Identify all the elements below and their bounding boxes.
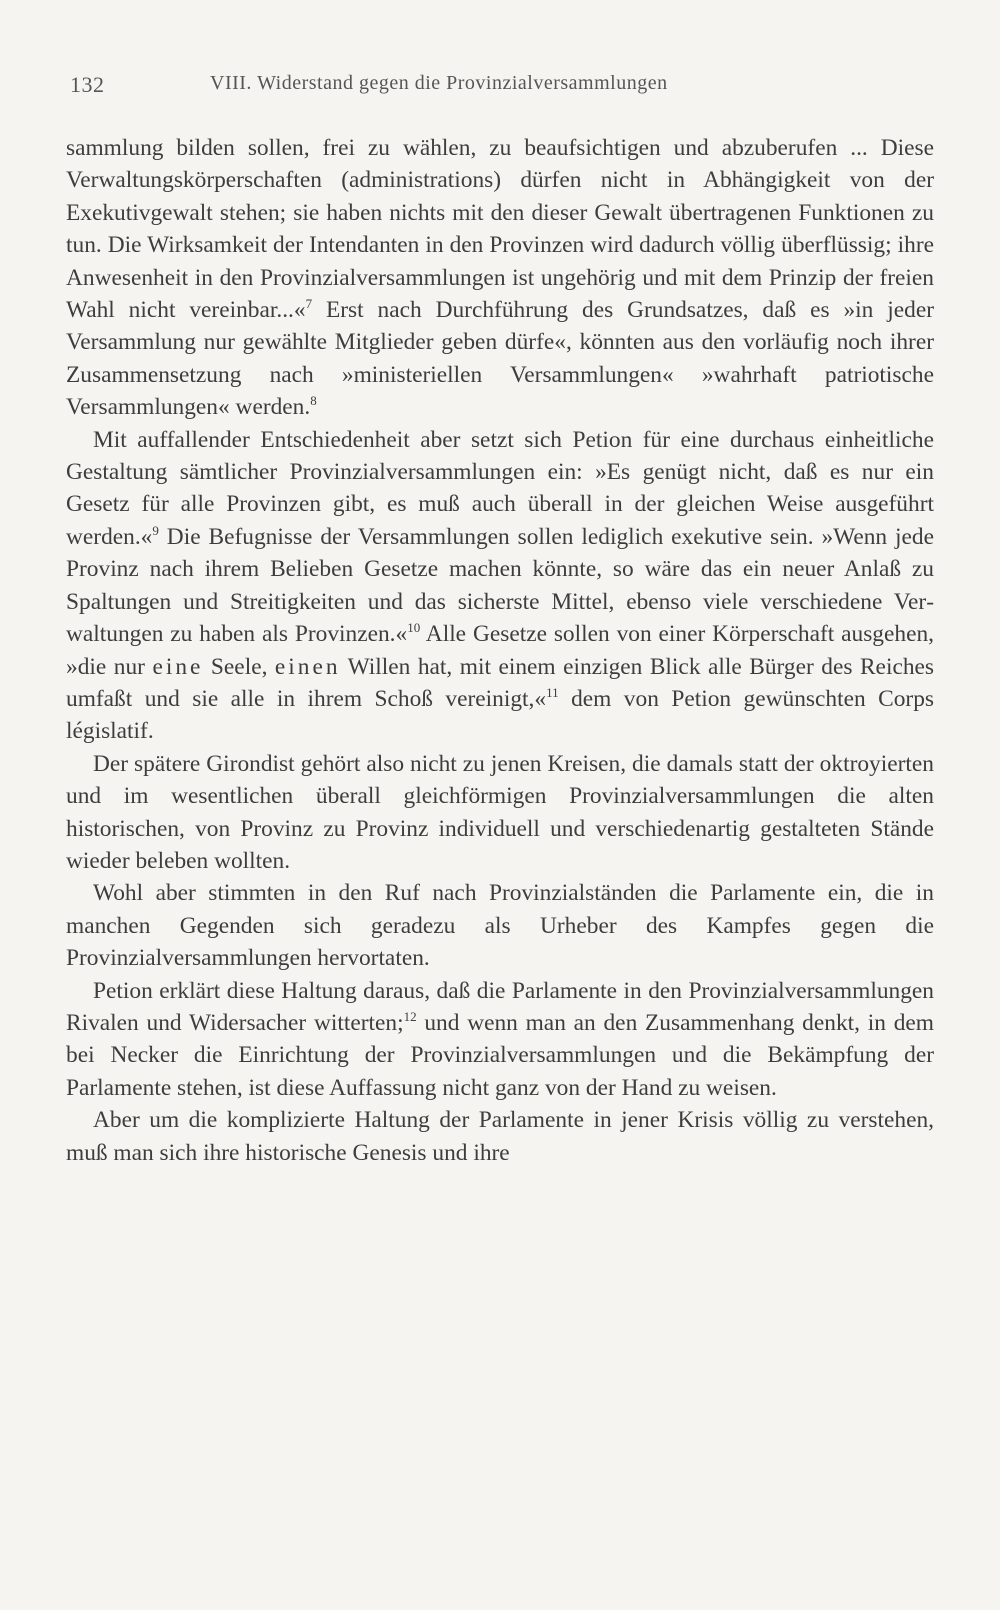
text-run: Die Befugnisse der Versammlungen sollen lediglich exekutive sein. »Wenn jede Provinz nach ihrem Belieben Gesetze machen könnte, so wäre das ein neuer Anlaß zu Spaltungen und Streitigkeiten und das sicherste Mittel, ebenso viele verschiedene Verwaltungen zu haben als Provinzen.« [66,523,934,648]
running-head [70,72,930,102]
text-run: Petion erklärt diese Haltung daraus, daß die Parlamente in den Provinzialversammlungen Rivalen und Widersacher witterten; [66,977,934,1036]
emphasized-word: eine [152,653,204,680]
text-run: Erst nach Durchführung des Grundsatzes, daß es »in jeder Versammlung nur gewählte Mitglieder geben dürfe«, könnten aus den vorläufig noch ihrer Zusammensetzung nach »ministeriellen Versammlungen« »wahrhaft patriotische Versammlungen« werden. [66,297,934,421]
footnote-marker: 12 [403,1008,417,1024]
paragraph-petion-explains [66,975,934,1105]
footnote-marker: 9 [152,522,159,538]
chapter-title: VIII. Widerstand gegen die Provinzialversammlungen [210,72,668,94]
text-run: sammlung bilden sollen, frei zu wählen, zu beaufsichtigen und abzuberufen ... Diese Verwaltungskörperschaften (administrations) dürfen nicht in Abhängigkeit von der Exekutivgewalt stehen; sie haben nichts mit den dieser Gewalt übertragenen Funktionen zu tun. Die Wirksamkeit der Intendanten in den Provinzen wird dadurch völlig überflüssig; ihre Anwesenheit in den Provinzialversammlungen ist ungehörig und mit dem Prinzip der freien Wahl nicht vereinbar...« [66,135,934,324]
paragraph-crisis [66,1104,934,1169]
footnote-marker: 10 [407,620,421,636]
text-run: Seele, [203,653,275,680]
text-run: Der spätere Girondist gehört also nicht zu jenen Kreisen, die damals statt der oktroyierten und im wesentlichen überall gleichförmigen Provinzialversammlungen die alten historischen, von Provinz zu Provinz individuell und verschiedenartig gestalteten Stände wieder beleben wollten. [66,750,934,874]
text-run: dem von Petion gewünschten Corps législatif. [66,685,934,745]
text-run: Wohl aber stimmten in den Ruf nach Provinzialständen die Parlamente ein, die in manchen Gegenden sich geradezu als Urheber des Kampfes gegen die Provinzialversammlungen hervortaten. [66,880,934,972]
paragraph-continuation [66,132,934,424]
page-number: 132 [70,72,105,97]
text-run: und wenn man an den Zusammenhang denkt, in dem bei Necker die Einrichtung der Provinzialversammlungen und die Bekämpfung der Parlamente stehen, ist diese Auffassung nicht ganz von der Hand zu weisen. [66,1009,934,1101]
emphasized-word: einen [274,653,341,680]
footnote-marker: 11 [546,684,559,700]
text-run: Aber um die komplizierte Haltung der Parlamente in jener Krisis völlig zu verstehen, muß man sich ihre historische Genesis und ihre [66,1107,934,1166]
text-run: Mit auffallender Entschiedenheit aber setzt sich Petion für eine durchaus einheitliche Gestaltung sämtlicher Provinzialversammlungen ein: »Es genügt nicht, daß es nur ein Gesetz für alle Provinzen gibt, es muß auch überall in der gleichen Weise ausgeführt werden.« [66,426,934,550]
footnote-marker: 7 [305,296,313,312]
text-run: Alle Gesetze sollen von einer Körperschaft ausgehen, »die nur [66,621,934,680]
paragraph-parlamente [66,877,934,974]
paragraph-girondist [66,748,934,878]
body-text [66,132,934,1169]
footnote-marker: 8 [310,393,317,409]
text-run: Willen hat, mit einem einzigen Blick alle Bürger des Reiches umfaßt und sie alle in ihrem Schoß vereinigt,« [66,653,935,712]
paragraph-petion-uniformity [66,424,934,748]
